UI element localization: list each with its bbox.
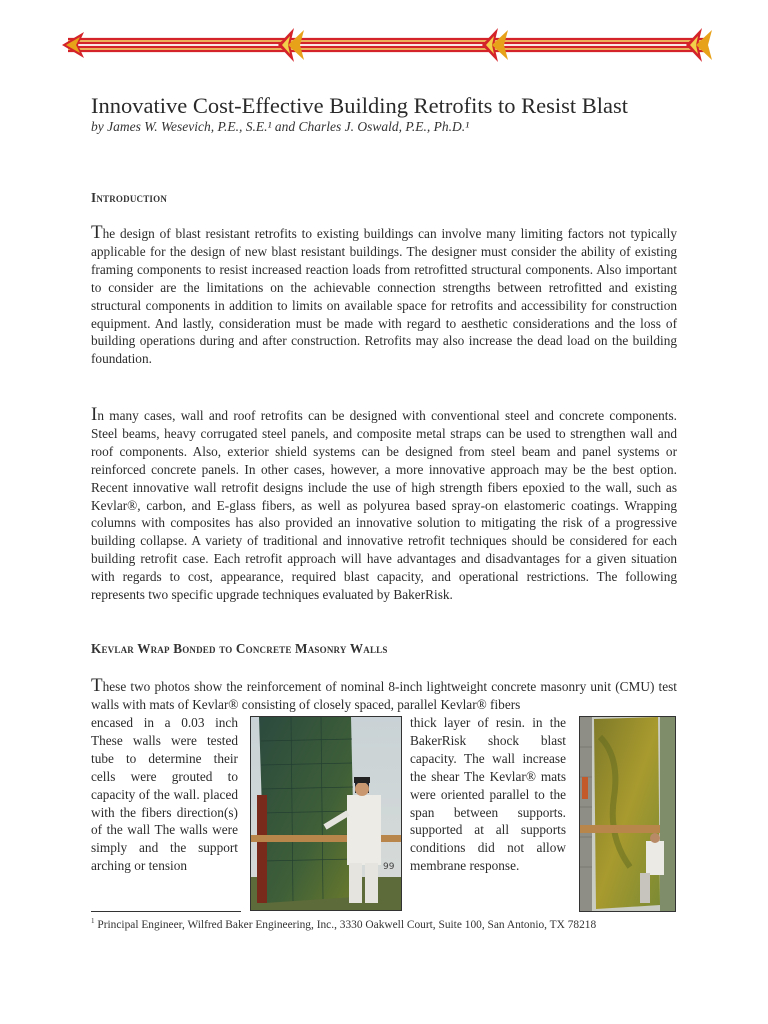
photo-label: 99 bbox=[383, 862, 395, 872]
section-heading-text: Introduction bbox=[91, 190, 168, 205]
drop-cap: T bbox=[91, 675, 103, 696]
page-title: Innovative Cost-Effective Building Retrofits to Resist Blast bbox=[91, 93, 629, 118]
photo-image bbox=[580, 717, 675, 911]
section-heading-introduction bbox=[91, 190, 167, 206]
text-column-right: thick layer of resin. in the BakerRisk shock blast capacity. The wall increase the shear The Kevlar® mats were oriented parallel to the span between supports. supported at all supports conditions did not allow membrane response. bbox=[410, 715, 566, 874]
arrowhead-icon bbox=[62, 32, 84, 58]
footnote-mark: 1 bbox=[91, 917, 95, 925]
photo-image bbox=[251, 717, 401, 910]
photo-wall-test-left bbox=[250, 716, 402, 911]
footnote bbox=[91, 917, 596, 931]
arrow-feather-icon bbox=[482, 28, 508, 62]
arrow-feather-icon bbox=[686, 28, 712, 62]
paragraph-retrofit-options bbox=[91, 404, 677, 604]
paragraph-text: hese two photos show the reinforcement of nominal 8-inch lightweight concrete masonry unit (CMU) test walls with mats of Kevlar® consisting of closely spaced, parallel Kevlar® fibers bbox=[91, 679, 677, 712]
footnote-divider bbox=[91, 911, 241, 912]
paragraph-text: he design of blast resistant retrofits to existing buildings can involve many limiting factors not typically applicable for the design of new blast resistant buildings. The designer must consider the ability of existing framing components to resist increased reaction loads from retrofitted structural components. Also important to consider are the limitations on the achievable connection strengths between retrofitted and existing structural components in addition to limits on available space for retrofits and accessibility for construction equipment. And lastly, consideration must be made with regard to aesthetic considerations and the loss of building operations during and after construction. Retrofits may also increase the dead load on the building foundation. bbox=[91, 226, 677, 367]
paragraph-text: n many cases, wall and roof retrofits can be designed with conventional steel and concrete components. Steel beams, heavy corrugated steel panels, and composite metal straps can be used to strengthen wall and roof components. Also, exterior shield systems can be designed from steel beam and panel systems or reinforced concrete panels. In other cases, however, a more innovative approach may be the best option. Recent innovative wall retrofit designs include the use of high strength fibers epoxied to the wall, such as Kevlar®, carbon, and E-glass fibers, as well as polyurea based spray-on elastomeric coatings. Wrapping columns with composites has also provided an innovative solution to mitigating the risk of a progressive building collapse. A variety of traditional and innovative retrofit techniques should be considered for each building retrofit case. Each retrofit approach will have advantages and disadvantages for a given situation with regards to cost, appearance, required blast capacity, and operational restrictions. The following represents two specific upgrade techniques evaluated by BakerRisk. bbox=[91, 408, 677, 603]
drop-cap: T bbox=[91, 222, 103, 243]
photo-wall-test-right bbox=[579, 716, 676, 912]
section-heading-text: Kevlar Wrap Bonded to Concrete Masonry Walls bbox=[91, 641, 388, 656]
arrow-feather-icon bbox=[278, 28, 304, 62]
banner-stripes bbox=[68, 39, 708, 51]
text-column-left: encased in a 0.03 inch These walls were tested tube to determine their cells were grouted to capacity of the wall. placed with the fibers direction(s) of the wall The walls were simply and the support arching or tension bbox=[91, 715, 238, 874]
paragraph-intro bbox=[91, 222, 677, 368]
footnote-text: Principal Engineer, Wilfred Baker Engineering, Inc., 3330 Oakwell Court, Suite 100, San Antonio, TX 78218 bbox=[97, 918, 597, 931]
arrow-banner-decoration bbox=[62, 28, 714, 64]
author-byline: by James W. Wesevich, P.E., S.E.¹ and Charles J. Oswald, P.E., Ph.D.¹ bbox=[91, 119, 470, 134]
section-heading-kevlar bbox=[91, 641, 388, 657]
drop-cap: I bbox=[91, 404, 98, 425]
paragraph-kevlar-intro bbox=[91, 675, 677, 714]
